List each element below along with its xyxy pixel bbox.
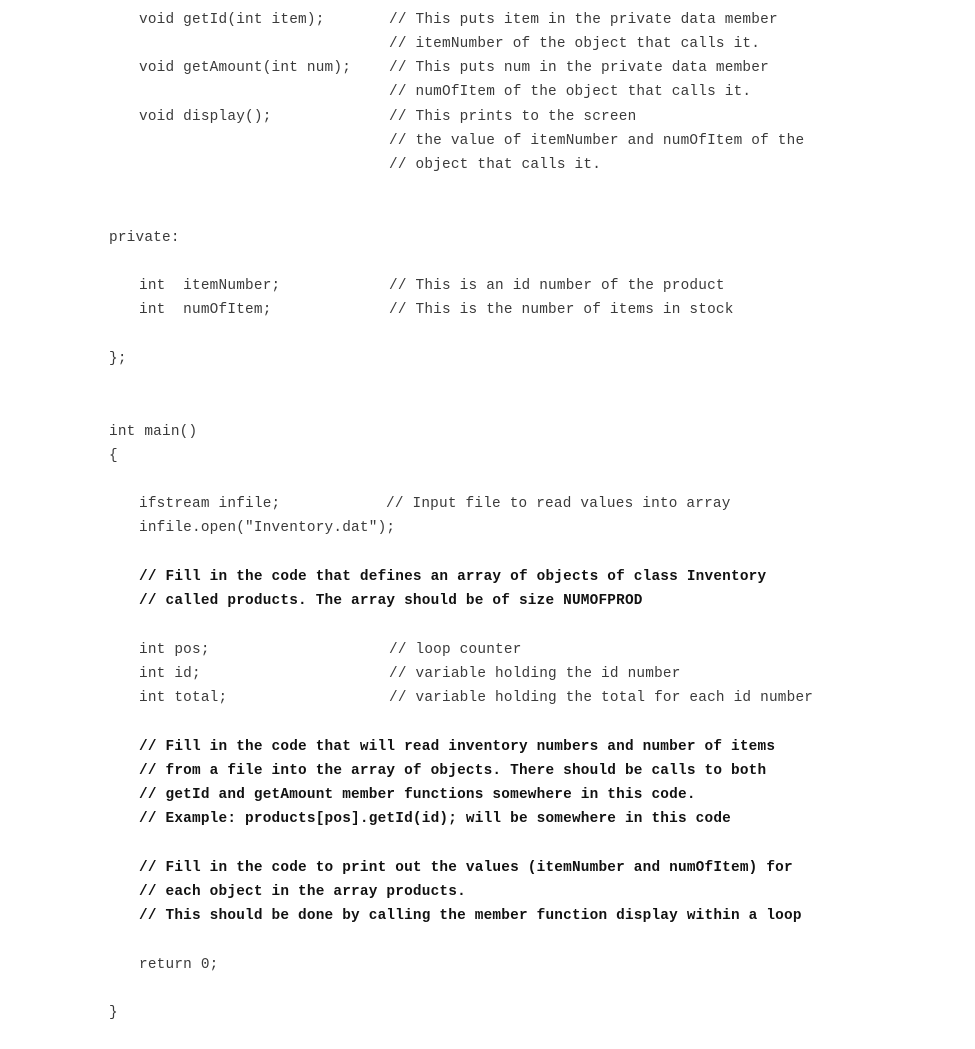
code-comment: // This prints to the screen	[389, 109, 637, 125]
code-line-total-decl: int total;	[139, 690, 228, 706]
code-comment: // This is an id number of the product	[389, 278, 725, 294]
code-line-pos-decl: int pos;	[139, 642, 210, 658]
code-instruction-comment: // Fill in the code that defines an array of objects of class Inventory	[139, 569, 767, 585]
code-instruction-comment: // from a file into the array of objects. There should be calls to both	[139, 763, 767, 779]
code-comment: // the value of itemNumber and numOfItem of the	[389, 133, 805, 149]
code-comment: // numOfItem of the object that calls it.	[389, 84, 752, 100]
code-instruction-comment: // getId and getAmount member functions somewhere in this code.	[139, 787, 696, 803]
code-line-main-signature: int main()	[109, 424, 198, 440]
code-comment: // variable holding the id number	[389, 666, 681, 682]
code-line-ifstream-decl: ifstream infile;	[139, 496, 281, 512]
code-comment: // This puts item in the private data member	[389, 12, 778, 28]
code-line-infile-open: infile.open("Inventory.dat");	[139, 520, 396, 536]
code-instruction-comment: // each object in the array products.	[139, 884, 466, 900]
code-line-id-decl: int id;	[139, 666, 201, 682]
code-line-getid-decl: void getId(int item);	[139, 12, 325, 28]
code-line-return: return 0;	[139, 957, 219, 973]
code-line-class-end: };	[109, 351, 127, 367]
code-comment: // object that calls it.	[389, 157, 602, 173]
code-instruction-comment: // Fill in the code that will read inventory numbers and number of items	[139, 739, 776, 755]
code-line-numofitem-decl: int numOfItem;	[139, 302, 272, 318]
code-comment: // This is the number of items in stock	[389, 302, 734, 318]
code-instruction-comment: // called products. The array should be of size NUMOFPROD	[139, 593, 643, 609]
code-line-main-close-brace: }	[109, 1005, 118, 1021]
code-comment: // This puts num in the private data member	[389, 60, 769, 76]
code-line-itemnumber-decl: int itemNumber;	[139, 278, 281, 294]
code-comment: // Input file to read values into array	[386, 496, 731, 512]
code-comment: // itemNumber of the object that calls it.	[389, 36, 761, 52]
code-instruction-comment: // Fill in the code to print out the values (itemNumber and numOfItem) for	[139, 860, 793, 876]
code-instruction-comment: // This should be done by calling the member function display within a loop	[139, 908, 802, 924]
code-instruction-comment: // Example: products[pos].getId(id); will be somewhere in this code	[139, 811, 731, 827]
code-comment: // variable holding the total for each id number	[389, 690, 814, 706]
code-comment: // loop counter	[389, 642, 522, 658]
code-line-getamount-decl: void getAmount(int num);	[139, 60, 352, 76]
code-line-main-open-brace: {	[109, 448, 118, 464]
code-line-display-decl: void display();	[139, 109, 272, 125]
code-line-private-label: private:	[109, 230, 180, 246]
